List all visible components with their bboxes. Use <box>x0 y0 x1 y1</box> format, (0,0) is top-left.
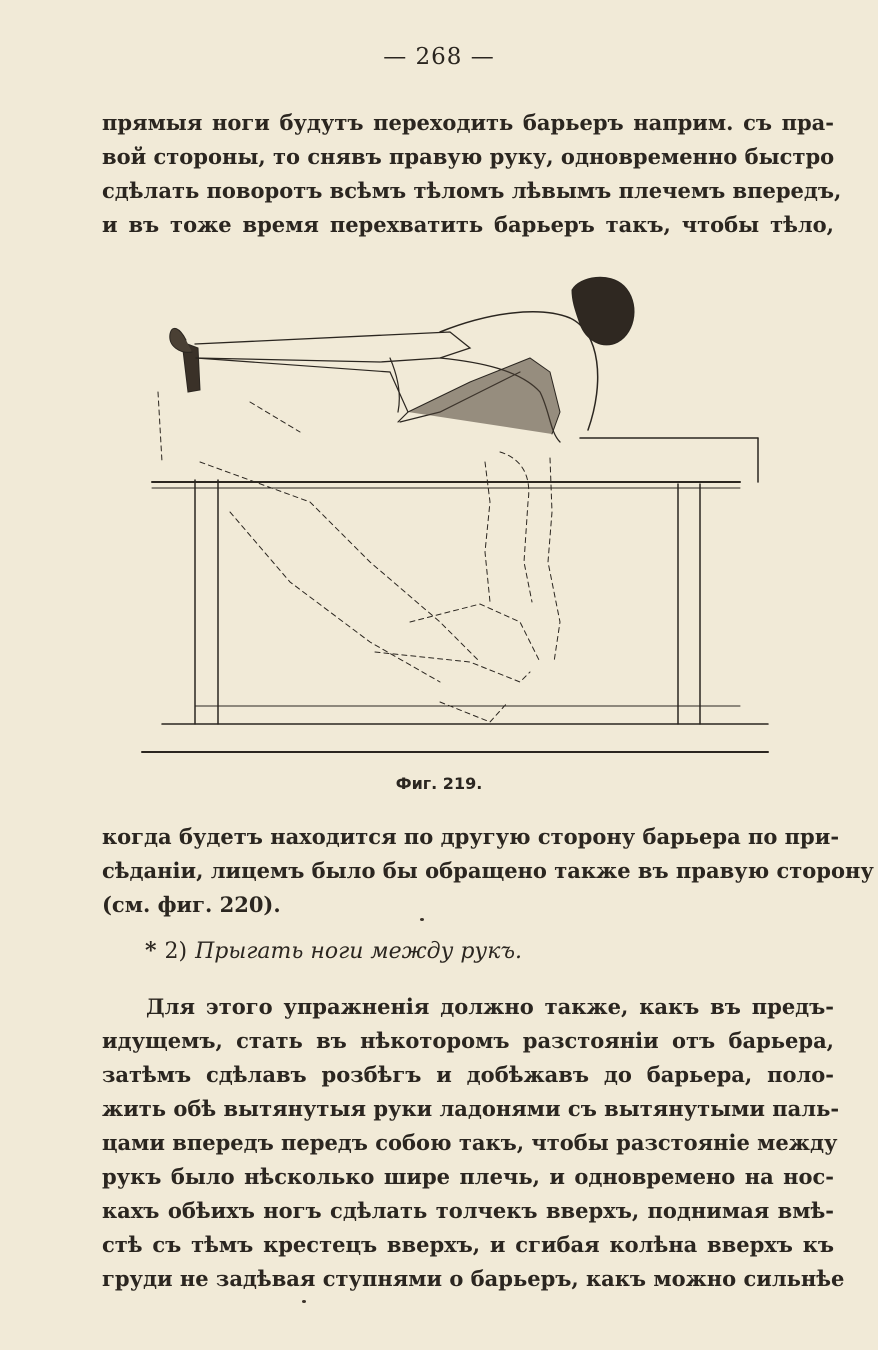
section-marker: * <box>145 938 157 964</box>
text-line: затѣмъ сдѣлавъ розбѣгъ и добѣжавъ до барьера, поло- <box>102 1062 834 1087</box>
text-line: цами впередъ передъ собою такъ, чтобы разстояніе между <box>102 1130 838 1155</box>
text-line: и въ тоже время перехватить барьеръ такъ, чтобы тѣло, <box>102 212 834 237</box>
text-line: прямыя ноги будутъ переходить барьеръ наприм. съ пра- <box>102 110 834 135</box>
ink-speck <box>302 1300 306 1303</box>
text-line: сдѣлать поворотъ всѣмъ тѣломъ лѣвымъ плечемъ впередъ, <box>102 178 842 203</box>
text-line: вой стороны, то снявъ правую руку, одновременно быстро <box>102 144 835 169</box>
text-line: (см. фиг. 220). <box>102 892 281 917</box>
text-line: стѣ съ тѣмъ крестецъ вверхъ, и сгибая колѣна вверхъ къ <box>102 1232 834 1257</box>
section-number: 2) <box>164 939 188 964</box>
text-line: Для этого упражненія должно также, какъ въ предъ- <box>146 994 834 1019</box>
section-heading <box>145 938 745 964</box>
figure-caption: Фиг. 219. <box>395 774 483 793</box>
text-line: рукъ было нѣсколько шире плечь, и одновремено на нос- <box>102 1164 834 1189</box>
text-line: когда будетъ находится по другую сторону барьера по при- <box>102 824 840 849</box>
text-line: груди не задѣвая ступнями о барьеръ, какъ можно сильнѣе <box>102 1266 845 1291</box>
vault-illustration <box>140 262 780 762</box>
text-line: идущемъ, стать въ нѣкоторомъ разстояніи отъ барьера, <box>102 1028 834 1053</box>
figure-219-illustration <box>140 262 780 762</box>
text-line: жить обѣ вытянутыя руки ладонями съ вытянутыми паль- <box>102 1096 840 1121</box>
text-line: кахъ обѣихъ ногъ сдѣлать толчекъ вверхъ, поднимая вмѣ- <box>102 1198 834 1223</box>
page-number: — 268 — <box>383 44 495 70</box>
paragraph-top <box>102 106 842 242</box>
section-title: Прыгать ноги между рукъ. <box>195 939 522 964</box>
paragraph-middle <box>102 820 874 922</box>
paragraph-bottom <box>102 990 845 1296</box>
text-line: сѣданіи, лицемъ былo бы обращено также въ правую сторону <box>102 858 874 883</box>
ink-speck <box>420 918 424 921</box>
